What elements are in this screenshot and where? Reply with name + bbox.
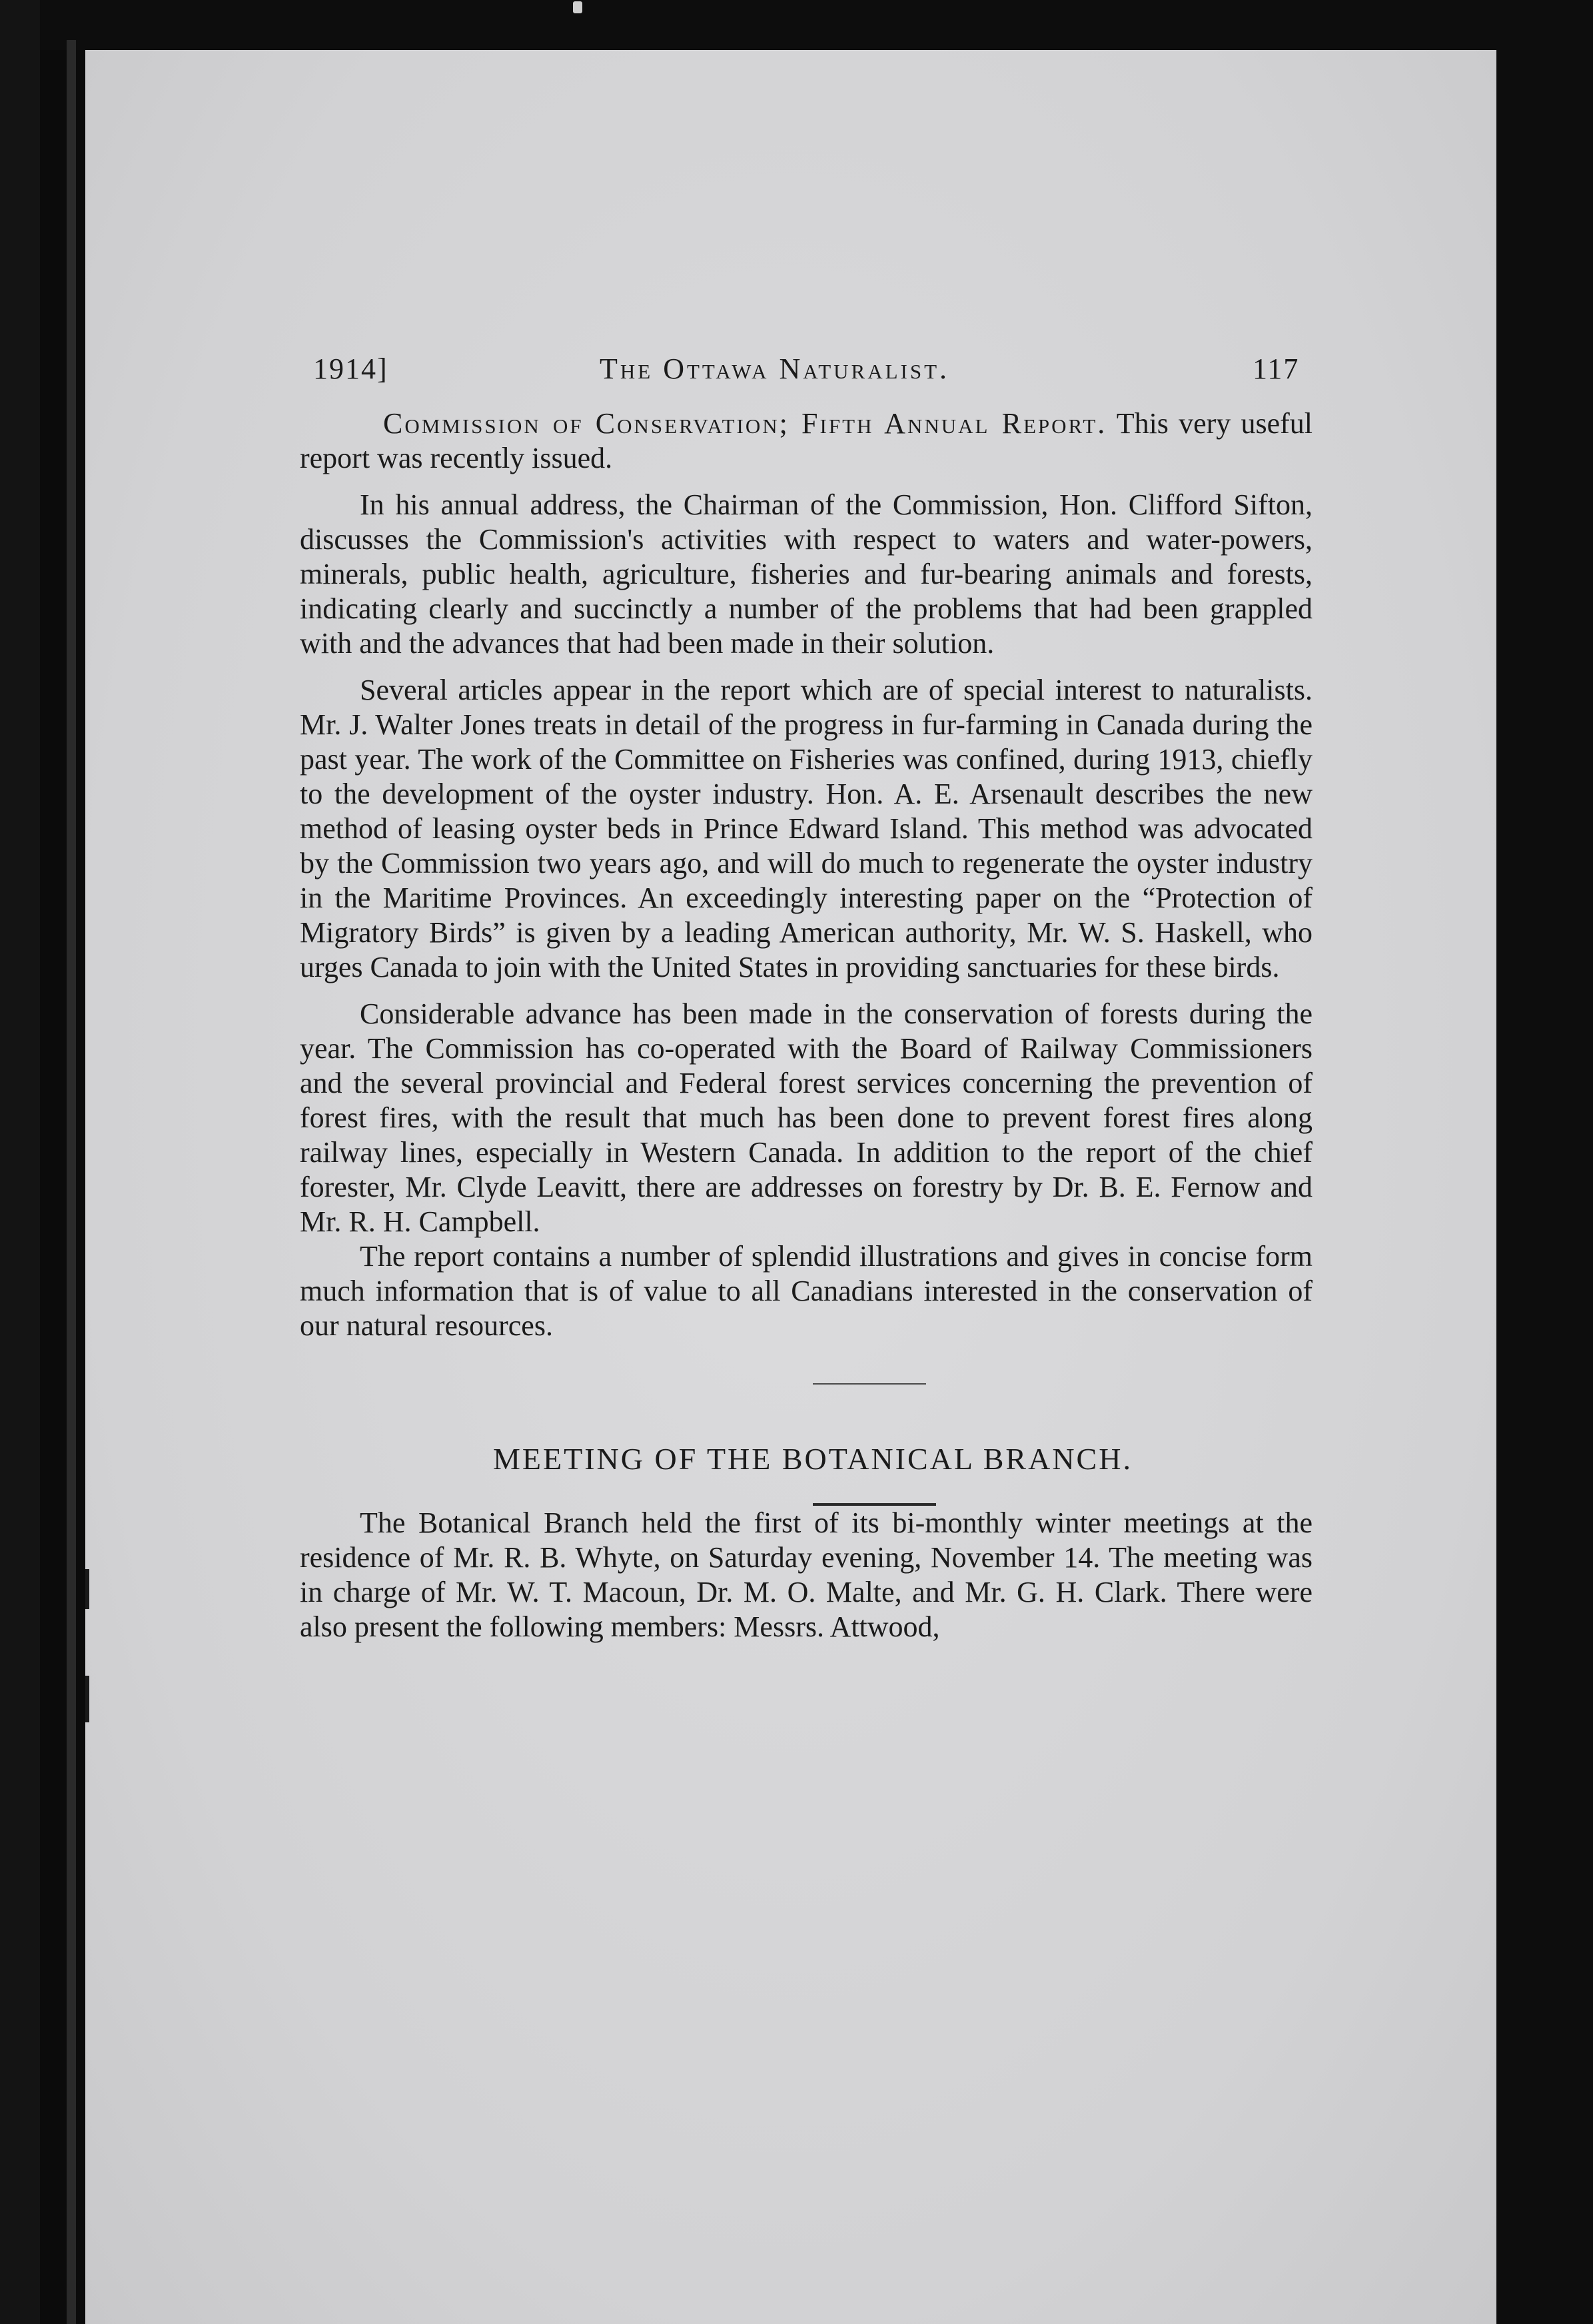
page-number: 117 [1253,352,1300,385]
report-paragraph-3 [227,997,1326,1239]
paragraph-text: Considerable advance has been made in the conservation of forests during the year. The Commission has co-operated with the Board of Railway Commissioners and the several provincial and Federal forest services concerning the prevention of forest fires, with the result that much has been done to prevent forest fires along railway lines, especially in Western Canada. In addition to the report of the chief forester, Mr. Clyde Leavitt, there are addresses on forestry by Dr. B. E. Fernow and Mr. R. H. Campbell. [300,997,1313,1238]
botanical-paragraph [227,1506,1326,1644]
scan-top-border [0,0,1593,50]
section-divider [813,1383,926,1385]
margin-mark [85,1569,89,1609]
report-heading: Commission of Conservation; Fifth Annual Report. [383,407,1107,440]
scan-right-border [1496,40,1593,2324]
report-heading-block [227,406,1326,476]
section-title: MEETING OF THE BOTANICAL BRANCH. [493,1442,1133,1476]
report-paragraph-2 [227,673,1326,985]
running-head [227,333,1326,385]
paragraph-text: In his annual address, the Chairman of the Commission, Hon. Clifford Sifton, discusses the Commission's activities with respect to waters and water-powers, minerals, public health, agriculture, fisheries and fur-bearing animals and forests, indicating clearly and succinctly a number of the problems that had been grappled with and the advances that had been made in their solution. [300,488,1313,660]
margin-mark [85,1676,89,1722]
running-head-year: 1914] [313,352,388,385]
running-head-journal-title: The Ottawa Naturalist. [600,352,950,385]
paragraph-text: The report contains a number of splendid illustrations and gives in concise form much information that is of value to all Canadians interested in the conservation of our natural resources. [300,1240,1313,1342]
report-paragraph-1 [227,488,1326,661]
report-paragraph-4 [227,1239,1326,1343]
scan-artifact [573,1,582,13]
paragraph-text: Several articles appear in the report which are of special interest to naturalists. Mr. J. Walter Jones treats in detail of the progress in fur-farming in Canada during the past year. The work of the Committee on Fisheries was confined, during 1913, chiefly to the development of the oyster industry. Hon. A. E. Arsenault describes the new method of leasing oyster beds in Prince Edward Island. This method was advocated by the Commission two years ago, and will do much to regenerate the oyster industry in the Maritime Provinces. An exceedingly interesting paper on the “Protection of Migratory Birds” is given by a leading American authority, Mr. W. S. Haskell, who urges Canada to join with the United States in providing sanctuaries for these birds. [300,674,1313,983]
page-content [227,333,1326,1644]
scan-left-border [0,0,40,2324]
report-intro: This very useful report was recently issued. [300,407,1313,474]
paragraph-text: The Botanical Branch held the first of its bi-monthly winter meetings at the residence of Mr. R. B. Whyte, on Saturday evening, November 14. The meeting was in charge of Mr. W. T. Macoun, Dr. M. O. Malte, and Mr. G. H. Clark. There were also present the following members: Messrs. Attwood, [300,1506,1313,1643]
binding-edge [67,40,76,2324]
